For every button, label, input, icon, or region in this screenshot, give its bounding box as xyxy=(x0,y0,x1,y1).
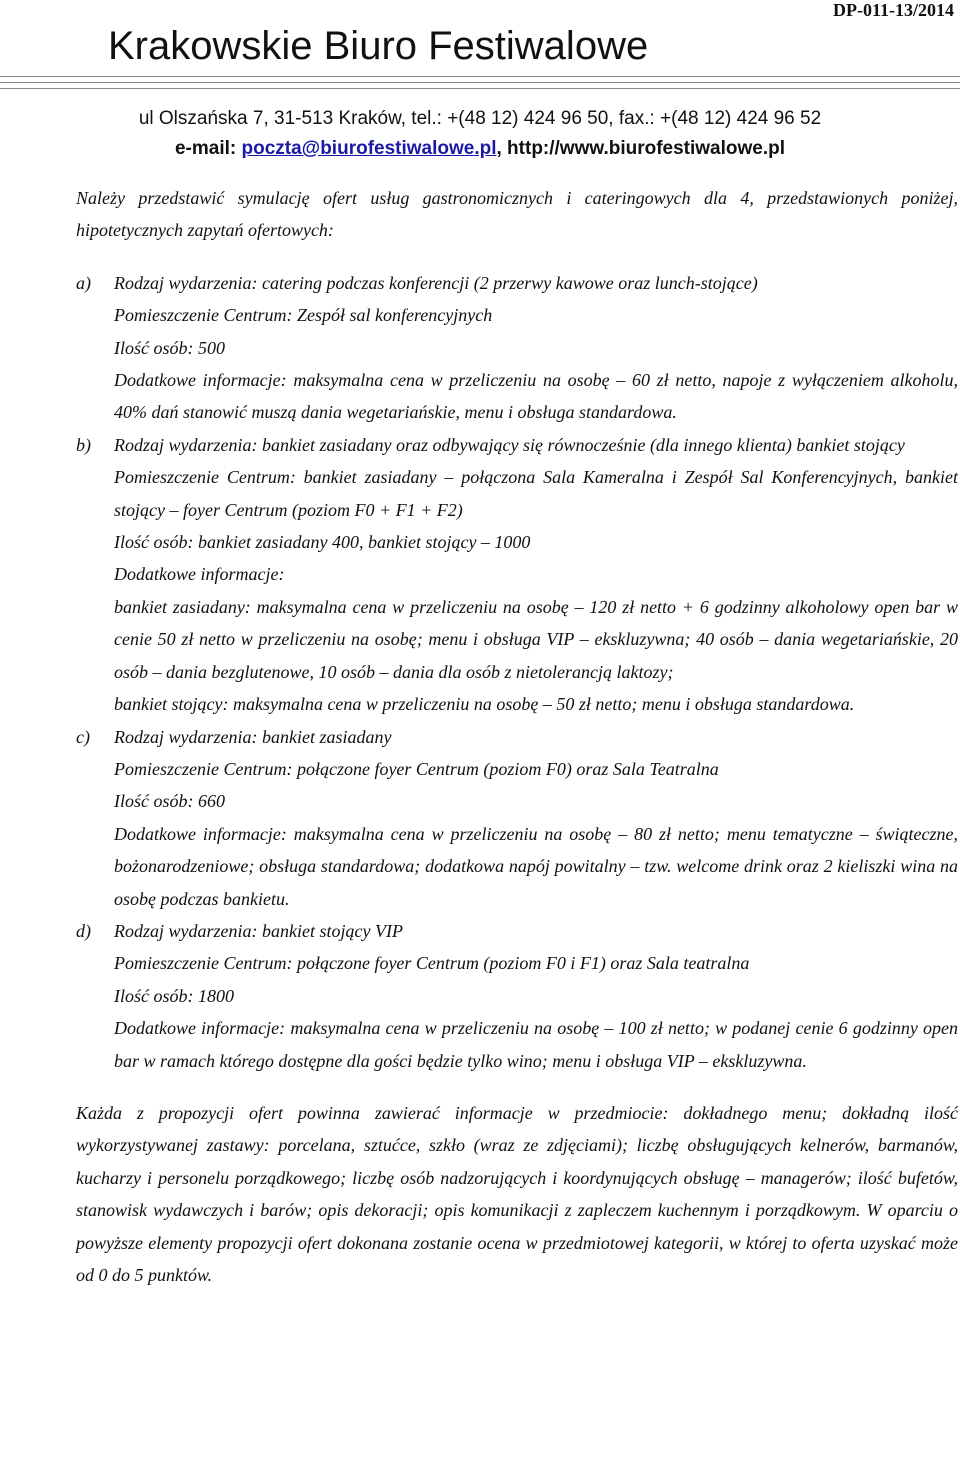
additional-info: Dodatkowe informacje: maksymalna cena w przeliczeniu na osobę – 80 zł netto; menu tematyczne – świąteczne, bożonarodzeniowe; obsługa standardowa; dodatkowa napój powitalny – tzw. welcome drink oraz 2 kieliszki wina na osobę podczas bankietu. xyxy=(114,823,958,909)
venue: Pomieszczenie Centrum: połączone foyer Centrum (poziom F0 i F1) oraz Sala teatralna xyxy=(114,953,750,974)
additional-info: Dodatkowe informacje: maksymalna cena w przeliczeniu na osobę – 60 zł netto, napoje z wyłączeniem alkoholu, 40% dań stanowić muszą dania wegetariańskie, menu i obsługa standardowa. xyxy=(114,370,958,423)
event-type: Rodzaj wydarzenia: bankiet zasiadany xyxy=(114,726,392,747)
list-item-d xyxy=(76,915,958,1077)
email-label: e-mail: xyxy=(174,138,242,159)
list-item-b xyxy=(76,429,958,721)
additional-info-heading: Dodatkowe informacje: xyxy=(114,564,285,585)
list-item-a xyxy=(76,267,958,429)
additional-info: Dodatkowe informacje: maksymalna cena w przeliczeniu na osobę – 100 zł netto; w podanej cenie 6 godzinny open bar w ramach którego dostępne dla gości będzie tylko wino; menu i obsługa VIP – ekskluzywna. xyxy=(114,1018,958,1071)
header-rule-3 xyxy=(0,88,960,89)
venue: Pomieszczenie Centrum: Zespół sal konferencyjnych xyxy=(114,305,493,326)
item-content xyxy=(114,721,958,915)
venue: Pomieszczenie Centrum: połączone foyer Centrum (poziom F0) oraz Sala Teatralna xyxy=(114,758,719,779)
item-label: a) xyxy=(76,272,91,293)
event-type: Rodzaj wydarzenia: bankiet zasiadany oraz odbywający się równocześnie (dla innego klienta) bankiet stojący xyxy=(114,434,905,455)
guest-count: Ilość osób: bankiet zasiadany 400, bankiet stojący – 1000 xyxy=(114,532,531,553)
contact-line xyxy=(0,138,960,160)
list-item-c xyxy=(76,721,958,915)
document-reference: DP-011-13/2014 xyxy=(833,0,954,20)
standing-banquet-info: bankiet stojący: maksymalna cena w przeliczeniu na osobę – 50 zł netto; menu i obsługa standardowa. xyxy=(114,694,855,715)
item-content xyxy=(114,429,958,721)
spacer xyxy=(76,247,958,267)
guest-count: Ilość osób: 660 xyxy=(114,791,225,812)
guest-count: Ilość osób: 500 xyxy=(114,337,225,358)
closing-paragraph: Każda z propozycji ofert powinna zawierać informacje w przedmiocie: dokładnego menu; dokładną ilość wykorzystywanej zastawy: porcelana, sztućce, szkło (wraz ze zdjęciami); liczbę obsługujących kelnerów, barmanów, kucharzy i personelu porządkowego; liczbę osób nadzorujących i koordynujących obsługę – managerów; ilość bufetów, stanowisk wydawczych i barów; opis dekoracji; opis komunikacji z zapleczem kuchennym i porządkowym. W oparciu o powyższe elementy propozycji ofert dokonana zostanie ocena w przedmiotowej kategorii, w której to oferta uzyskać może od 0 do 5 punktów. xyxy=(76,1102,958,1285)
email-link[interactable]: poczta@biurofestiwalowe.pl xyxy=(241,138,497,159)
spacer xyxy=(76,1077,958,1097)
document-body xyxy=(76,182,958,1291)
seated-banquet-info: bankiet zasiadany: maksymalna cena w przeliczeniu na osobę – 120 zł netto + 6 godzinny alkoholowy open bar w cenie 50 zł netto w przeliczeniu na osobę; menu i obsługa VIP – ekskluzywna; 40 osób – dania wegetariańskie, 20 osób – dania bezglutenowe, 10 osób – dania dla osób z nietolerancją laktozy; xyxy=(114,596,958,682)
item-content xyxy=(114,267,958,429)
event-type: Rodzaj wydarzenia: bankiet stojący VIP xyxy=(114,920,403,941)
header-rule-1 xyxy=(0,76,960,77)
website-text: , http://www.biurofestiwalowe.pl xyxy=(496,138,786,159)
intro-paragraph: Należy przedstawić symulację ofert usług gastronomicznych i cateringowych dla 4, przedstawionych poniżej, hipotetycznych zapytań ofertowych: xyxy=(76,188,958,241)
item-label: c) xyxy=(76,726,90,747)
item-content xyxy=(114,915,958,1077)
organization-title: Krakowskie Biuro Festiwalowe xyxy=(108,24,649,68)
event-type: Rodzaj wydarzenia: catering podczas konferencji (2 przerwy kawowe oraz lunch-stojące) xyxy=(114,272,758,293)
header-rule-2 xyxy=(0,82,960,83)
item-label: b) xyxy=(76,434,91,455)
guest-count: Ilość osób: 1800 xyxy=(114,985,234,1006)
venue: Pomieszczenie Centrum: bankiet zasiadany – połączona Sala Kameralna i Zespół Sal Konferencyjnych, bankiet stojący – foyer Centrum (poziom F0 + F1 + F2) xyxy=(114,467,958,520)
item-label: d) xyxy=(76,920,91,941)
address-line: ul Olszańska 7, 31-513 Kraków, tel.: +(48 12) 424 96 50, fax.: +(48 12) 424 96 52 xyxy=(138,108,822,129)
